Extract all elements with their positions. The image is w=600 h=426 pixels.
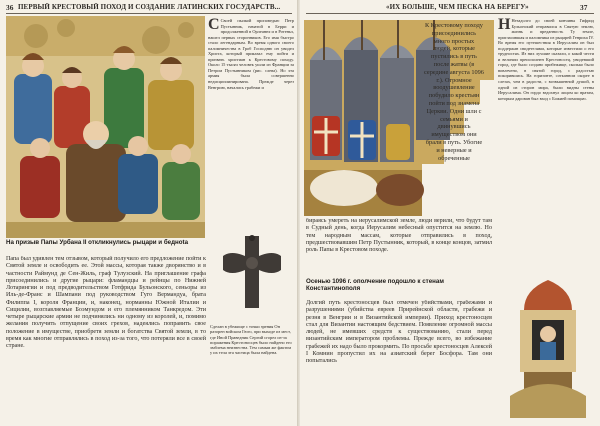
cross-icon: [212, 232, 292, 320]
right-subheading: Осенью 1096 г. ополчение подошло к стенам Константинополя: [306, 278, 444, 293]
right-body-text: [306, 300, 492, 422]
right-sidebar-dropcap: Н: [498, 18, 511, 33]
right-running-head: «ИХ БОЛЬШЕ, ЧЕМ ПЕСКА НА БЕРЕГУ»: [386, 3, 529, 11]
right-head-rule: [306, 13, 594, 14]
bronze-cross-photo: [212, 232, 292, 320]
left-subheading: На призыв Папы Урбана II откликнулись рыцари и бедноta: [6, 239, 189, 246]
right-page: [300, 0, 600, 426]
right-body-paragraph: Долгий путь крестоносцев был отмечен убийствами, грабежами и разрушениями (убийства евреев Прирейнской области, грабежи и резня в Венгрии и в Византийской империи). Приход крестоносцев стал для Византии настоящим бедствием. Появление огромной массы людей, не имевших средств к существованию, стали перед византийским императором проблемы. Прежде всего, во избежание грабежей их надо было прокормить. По просьбе крестоносцев Алексей I Комнин пропустил их на азиатский берег Босфора. Там они попытались: [306, 300, 492, 364]
right-shaped-paragraph: К Крестовому походу присоединились много простых людей, которые пустились в путь после жатвы (в середине августа 1096 г.). Огромное воодушевление побудило крестьян пойти под знамена Церкви. Одни шли с семьями и двинувшись имуществом они брали в путь. Убогие и неверные и обреченные: [424, 22, 484, 162]
left-body-paragraph: Папа был удивлен тем отзывом, который получило его предложение пойти к Святой земле и освободить ее. Этой массы, которая также дворянство и в частности Раймунд де Сен-Жиль, граф Тулузский. На приглашение графа присоединились и другие рыцари: фламандцы и рейнцы по Нижней Лотарингии и под предводительством Готфрида Бульонского, сеньоры из Иль-де-Франс и Шампани под руководством Гуго Вермандуа, брата Филиппа I, короля Франции, и, наконец, норманны Южной Италии и Сицилии, возглавляемые Боэмундом и его племянником Танкредом. Эти четыре рыцарские армии не подчинялись ни одному из королей, и, помимо желания получить отпущение своих грехов, надеялись поправить свое положение в имуществе, приобретя земли и богатства Святой земли, в то время как многие отправлялись в поход из-за того, что потеряли все в своей стране.: [6, 256, 206, 349]
right-continuing-paragraph: бираясь умереть на иерусалимской земле, люди верили, что будут там в Судный день, когда Иерусалим небесный опустится на землю. Но тем народным массам, которые отправились в поход, предшествовавшим Петр Пустынник, который, в конце концов, затмил роль Папы в Крестовом походе.: [306, 218, 492, 253]
right-shaped-text: [424, 22, 484, 162]
left-sidebar-column: [208, 18, 294, 236]
left-running-head: ПЕРВЫЙ КРЕСТОВЫЙ ПОХОД И СОЗДАНИЕ ЛАТИНСКИХ ГОСУДАРСТВ...: [18, 3, 281, 11]
right-page-number: 37: [580, 3, 588, 12]
cross-caption: Сделан в убежище с точки зрения Он разорен войском Гюго, при выходе из мест, где Иной Праведник Сергий сгорел из-за поражения Крестоносцев было найдено его эмблема неизвестна. Тем самым же фактом у их тела эта частица была найдена.: [210, 324, 292, 356]
right-sidebar-text: Незадолго до своей кончины Гифрид Бульонский отправился в Святую землю, жизнь и преданность Ту земле, пригласившая и паломника из рыцарей Генриха IV. Во время его путешествия в Иерусалим он был поддержан свидетелями, которые известили о его трудностях. Из них лучшие сказали, о какой чести и величии преисполнен Крестоносец, увидевший город, где было создано прибежище, сколько было вовлечено, в святой город, с радостью покорившись. На горизонте, сотканном скорее в слезах, чем в радости, с возвышенной душой, в одной из сторон мира, были видны стены Иерусалима. Он гордо вздохнул лицом ко вратам, которым дарован был вход с Божией помощью.: [498, 18, 594, 101]
peter-hermit-illumination-art: [6, 16, 205, 238]
left-sidebar-text: Своей пылкой проповедью Петр Пустынник, начатой в Берри и продолженной в Орлеаннэ и в Ротеньэ, нашел первых сторонников. Его имя быстро стало легендарным. Во время одного своего паломничества в Гроб Господню он увидел Христа, который приказал ему пойти и призвать христиан к Крестовому походу. Около 15 тысяч человек ушли из Франции за Петром Пустынником (рис. слева). Но эта армия была совершенно недисциплинирована. Прежде через Венгрию, начались грабежи и: [208, 18, 294, 90]
left-page-number: 36: [6, 3, 14, 12]
tower-illumination: [502, 276, 594, 422]
right-sidebar-column: [498, 18, 594, 266]
left-page: [0, 0, 298, 426]
right-continuing-text: [306, 218, 492, 262]
left-sidebar-dropcap: С: [208, 18, 220, 33]
tower-illumination-art: [502, 276, 594, 422]
left-body-text: [6, 256, 206, 422]
peter-hermit-illumination: [6, 16, 205, 238]
left-head-rule: [6, 13, 292, 14]
